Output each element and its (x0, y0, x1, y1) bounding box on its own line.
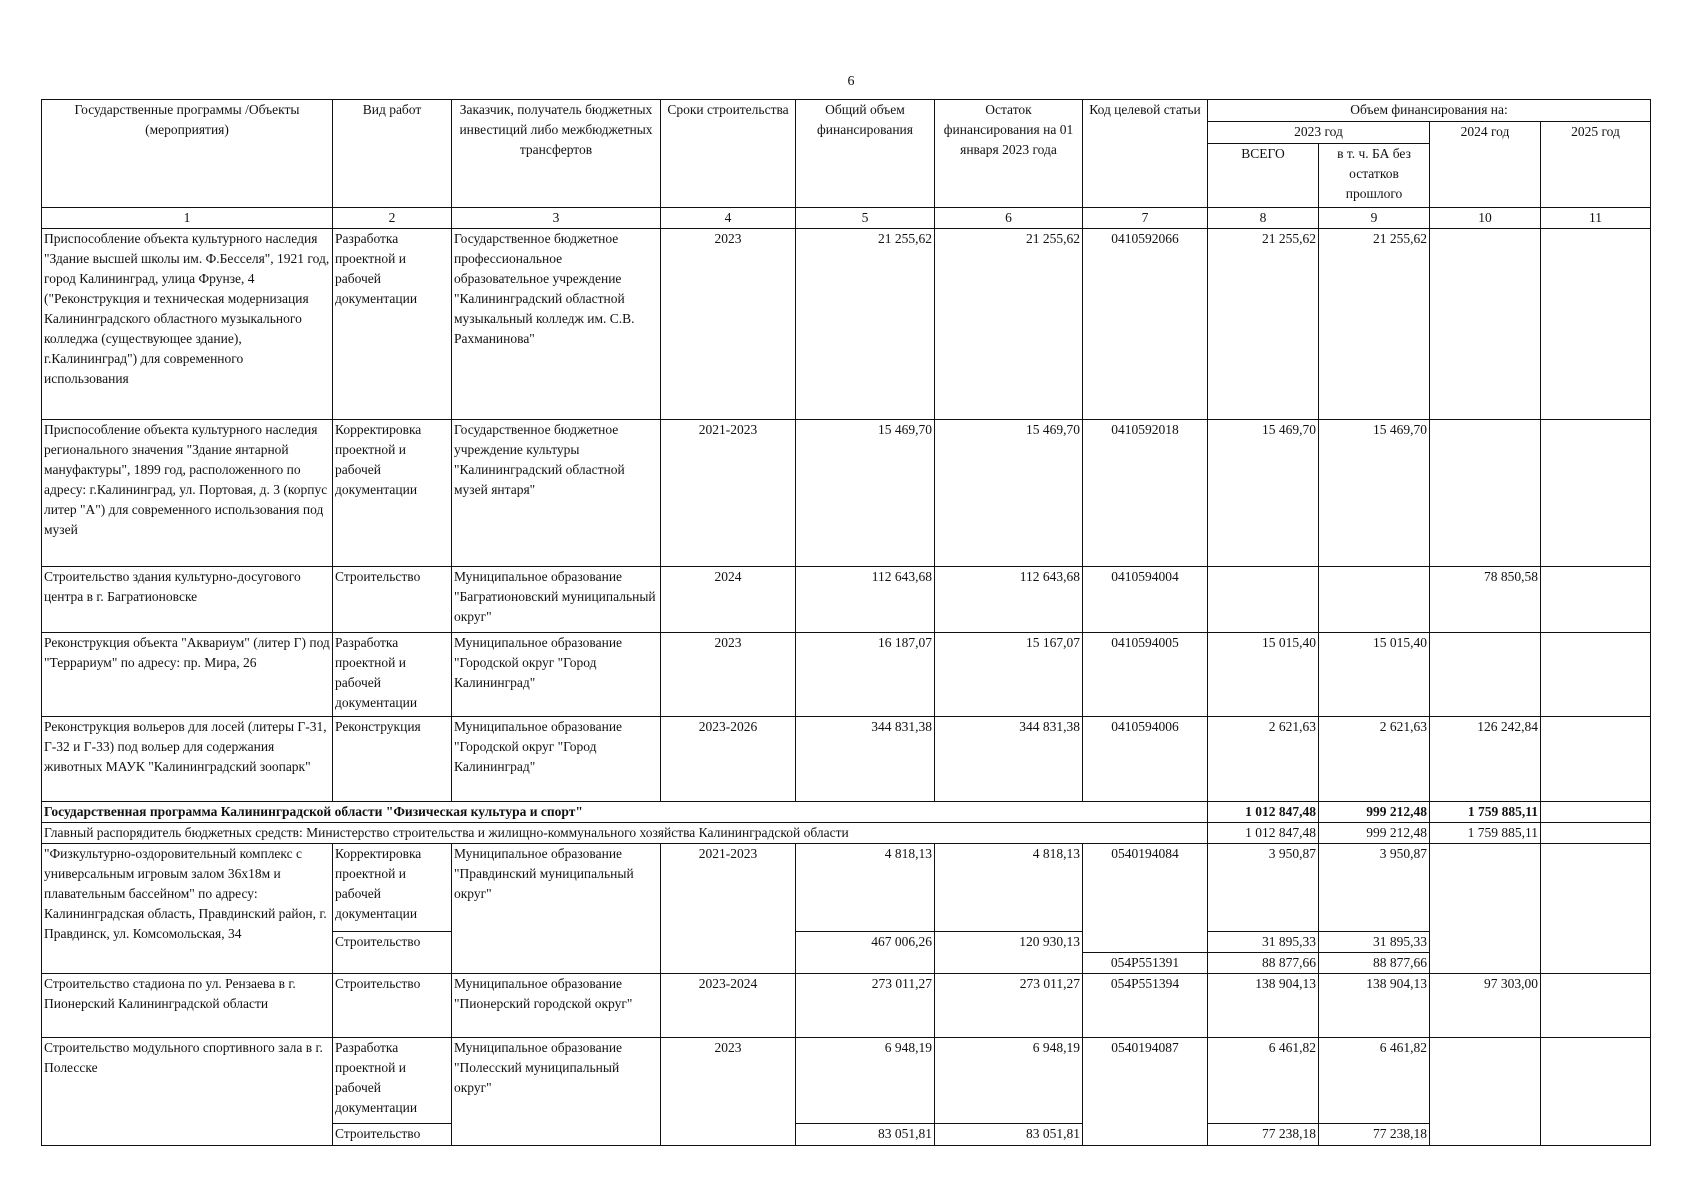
page-number: 6 (847, 74, 855, 89)
table-row (42, 229, 1651, 420)
remainder-amount: 112 643,68 (935, 567, 1083, 633)
amount-2025 (1541, 717, 1651, 802)
terms: 2024 (661, 567, 796, 633)
total-amount: 273 011,27 (796, 974, 935, 1038)
total-amount: 6 948,19 (796, 1038, 935, 1124)
terms: 2023 (661, 229, 796, 420)
remainder-amount: 344 831,38 (935, 717, 1083, 802)
customer: Муниципальное образование "Правдинский муниципальный округ" (452, 844, 661, 974)
work-type: Строительство (333, 974, 452, 1038)
remainder-amount: 15 469,70 (935, 420, 1083, 567)
target-code: 0540194084 (1083, 844, 1208, 953)
work-type: Реконструкция (333, 717, 452, 802)
object-name: Приспособление объекта культурного наследия "Здание высшей школы им. Ф.Бесселя", 1921 год, город Калининград, улица Фрунзе, 4 ("Реконструкция и техническая модернизация Калининградского областного музыкального колледжа (существующее здание), г.Калининград") для современного использования (42, 229, 333, 420)
work-type: Корректировка проектной и рабочей документации (333, 420, 452, 567)
program-2025 (1541, 802, 1651, 823)
header-row-1 (42, 100, 1651, 122)
target-code: 054P551391 (1083, 953, 1208, 974)
amount-2023-ba: 31 895,33 (1319, 932, 1430, 953)
work-type: Разработка проектной и рабочей документации (333, 229, 452, 420)
work-type: Строительство (333, 567, 452, 633)
total-amount: 16 187,07 (796, 633, 935, 717)
col-number: 11 (1541, 208, 1651, 229)
table-row (42, 567, 1651, 633)
col-number: 6 (935, 208, 1083, 229)
amount-2025 (1541, 229, 1651, 420)
table-row (42, 974, 1651, 1038)
work-type: Разработка проектной и рабочей документации (333, 633, 452, 717)
customer: Муниципальное образование "Полесский муниципальный округ" (452, 1038, 661, 1146)
remainder-amount: 4 818,13 (935, 844, 1083, 932)
table-row (42, 633, 1651, 717)
terms: 2023-2024 (661, 974, 796, 1038)
amount-2023-all: 15 015,40 (1208, 633, 1319, 717)
remainder-amount: 15 167,07 (935, 633, 1083, 717)
total-amount: 4 818,13 (796, 844, 935, 932)
remainder-amount: 21 255,62 (935, 229, 1083, 420)
amount-2023-ba: 138 904,13 (1319, 974, 1430, 1038)
amount-2023-all (1208, 567, 1319, 633)
amount-2025 (1541, 567, 1651, 633)
header-all: ВСЕГО (1208, 144, 1319, 208)
col-number: 1 (42, 208, 333, 229)
header-customer: Заказчик, получатель бюджетных инвестиций либо межбюджетных трансфертов (452, 100, 661, 208)
terms: 2021-2023 (661, 844, 796, 974)
target-code: 0410594006 (1083, 717, 1208, 802)
program-2024: 1 759 885,11 (1430, 802, 1541, 823)
amount-2023-ba: 21 255,62 (1319, 229, 1430, 420)
object-name: Приспособление объекта культурного наследия регионального значения "Здание янтарной мануфактуры", 1899 год, расположенного по адресу: г.Калининград, ул. Портовая, д. 3 (корпус литер "А") для современного использования под музей (42, 420, 333, 567)
customer: Муниципальное образование "Багратионовский муниципальный округ" (452, 567, 661, 633)
amount-2025 (1541, 420, 1651, 567)
object-name: Строительство стадиона по ул. Рензаева в г. Пионерский Калининградской области (42, 974, 333, 1038)
program-row (42, 802, 1651, 823)
header-2024: 2024 год (1430, 122, 1541, 208)
amount-2023-ba: 77 238,18 (1319, 1124, 1430, 1146)
amount-2024 (1430, 633, 1541, 717)
object-name: Строительство здания культурно-досугового центра в г. Багратионовске (42, 567, 333, 633)
program-2023-ba: 999 212,48 (1319, 802, 1430, 823)
amount-2024 (1430, 1038, 1541, 1146)
manager-2025 (1541, 823, 1651, 844)
program-2023-all: 1 012 847,48 (1208, 802, 1319, 823)
amount-2025 (1541, 1038, 1651, 1146)
customer: Государственное бюджетное учреждение культуры "Калининградский областной музей янтаря" (452, 420, 661, 567)
col-number: 7 (1083, 208, 1208, 229)
terms: 2023 (661, 1038, 796, 1146)
amount-2023-all: 6 461,82 (1208, 1038, 1319, 1124)
header-total: Общий объем финансирования (796, 100, 935, 208)
amount-2024: 126 242,84 (1430, 717, 1541, 802)
amount-2023-all: 138 904,13 (1208, 974, 1319, 1038)
header-numbers-row (42, 208, 1651, 229)
amount-2023-all: 21 255,62 (1208, 229, 1319, 420)
col-number: 10 (1430, 208, 1541, 229)
budget-table (41, 99, 1651, 1146)
terms: 2023-2026 (661, 717, 796, 802)
manager-2024: 1 759 885,11 (1430, 823, 1541, 844)
terms: 2021-2023 (661, 420, 796, 567)
table-row (42, 420, 1651, 567)
amount-2024 (1430, 229, 1541, 420)
target-code: 0410594005 (1083, 633, 1208, 717)
amount-2023-ba: 15 469,70 (1319, 420, 1430, 567)
remainder-amount: 273 011,27 (935, 974, 1083, 1038)
amount-2024 (1430, 420, 1541, 567)
manager-2023-all: 1 012 847,48 (1208, 823, 1319, 844)
table-row (42, 844, 1651, 932)
customer: Муниципальное образование "Городской округ "Город Калининград" (452, 717, 661, 802)
col-number: 8 (1208, 208, 1319, 229)
remainder-amount: 6 948,19 (935, 1038, 1083, 1124)
amount-2024: 97 303,00 (1430, 974, 1541, 1038)
amount-2023-ba: 88 877,66 (1319, 953, 1430, 974)
amount-2024: 78 850,58 (1430, 567, 1541, 633)
object-name: Реконструкция объекта "Аквариум" (литер Г) под "Террариум" по адресу: пр. Мира, 26 (42, 633, 333, 717)
total-amount: 83 051,81 (796, 1124, 935, 1146)
work-type: Строительство (333, 932, 452, 974)
header-code: Код целевой статьи (1083, 100, 1208, 208)
amount-2024 (1430, 844, 1541, 974)
program-title: Государственная программа Калининградской области "Физическая культура и спорт" (42, 802, 1208, 823)
table-row (42, 717, 1651, 802)
amount-2023-all: 77 238,18 (1208, 1124, 1319, 1146)
amount-2025 (1541, 844, 1651, 974)
customer: Муниципальное образование "Пионерский городской округ" (452, 974, 661, 1038)
col-number: 2 (333, 208, 452, 229)
target-code: 0410592018 (1083, 420, 1208, 567)
total-amount: 112 643,68 (796, 567, 935, 633)
remainder-amount: 83 051,81 (935, 1124, 1083, 1146)
work-type: Строительство (333, 1124, 452, 1146)
table-row (42, 1038, 1651, 1124)
target-code: 0540194087 (1083, 1038, 1208, 1146)
col-number: 5 (796, 208, 935, 229)
terms: 2023 (661, 633, 796, 717)
object-name: "Физкультурно-оздоровительный комплекс с универсальным игровым залом 36х18м и плавательным бассейном" по адресу: Калининградская область, Правдинский район, г. Правдинск, ул. Комсомольская, 34 (42, 844, 333, 974)
amount-2023-ba: 2 621,63 (1319, 717, 1430, 802)
amount-2023-all: 88 877,66 (1208, 953, 1319, 974)
amount-2025 (1541, 633, 1651, 717)
header-2023: 2023 год (1208, 122, 1430, 144)
object-name: Строительство модульного спортивного зала в г. Полесске (42, 1038, 333, 1146)
remainder-amount: 120 930,13 (935, 932, 1083, 974)
target-code: 0410592066 (1083, 229, 1208, 420)
customer: Муниципальное образование "Городской округ "Город Калининград" (452, 633, 661, 717)
col-number: 4 (661, 208, 796, 229)
total-amount: 467 006,26 (796, 932, 935, 974)
header-ba: в т. ч. БА без остатков прошлого (1319, 144, 1430, 208)
amount-2023-ba: 15 015,40 (1319, 633, 1430, 717)
amount-2023-all: 3 950,87 (1208, 844, 1319, 932)
manager-row (42, 823, 1651, 844)
amount-2023-all: 31 895,33 (1208, 932, 1319, 953)
amount-2023-all: 15 469,70 (1208, 420, 1319, 567)
col-number: 3 (452, 208, 661, 229)
work-type: Разработка проектной и рабочей документации (333, 1038, 452, 1124)
total-amount: 21 255,62 (796, 229, 935, 420)
header-programs: Государственные программы /Объекты (мероприятия) (42, 100, 333, 208)
header-work-type: Вид работ (333, 100, 452, 208)
header-2025: 2025 год (1541, 122, 1651, 208)
amount-2023-ba: 3 950,87 (1319, 844, 1430, 932)
customer: Государственное бюджетное профессиональное образовательное учреждение "Калининградский областной музыкальный колледж им. С.В. Рахманинова" (452, 229, 661, 420)
amount-2023-all: 2 621,63 (1208, 717, 1319, 802)
amount-2023-ba: 6 461,82 (1319, 1038, 1430, 1124)
manager-2023-ba: 999 212,48 (1319, 823, 1430, 844)
col-number: 9 (1319, 208, 1430, 229)
target-code: 0410594004 (1083, 567, 1208, 633)
manager-title: Главный распорядитель бюджетных средств: Министерство строительства и жилищно-коммунального хозяйства Калининградской области (42, 823, 1208, 844)
target-code: 054P551394 (1083, 974, 1208, 1038)
work-type: Корректировка проектной и рабочей документации (333, 844, 452, 932)
amount-2023-ba (1319, 567, 1430, 633)
total-amount: 15 469,70 (796, 420, 935, 567)
header-financing: Объем финансирования на: (1208, 100, 1651, 122)
amount-2025 (1541, 974, 1651, 1038)
object-name: Реконструкция вольеров для лосей (литеры Г-31, Г-32 и Г-33) под вольер для содержания животных МАУК "Калининградский зоопарк" (42, 717, 333, 802)
total-amount: 344 831,38 (796, 717, 935, 802)
header-remainder: Остаток финансирования на 01 января 2023 года (935, 100, 1083, 208)
header-terms: Сроки строительства (661, 100, 796, 208)
